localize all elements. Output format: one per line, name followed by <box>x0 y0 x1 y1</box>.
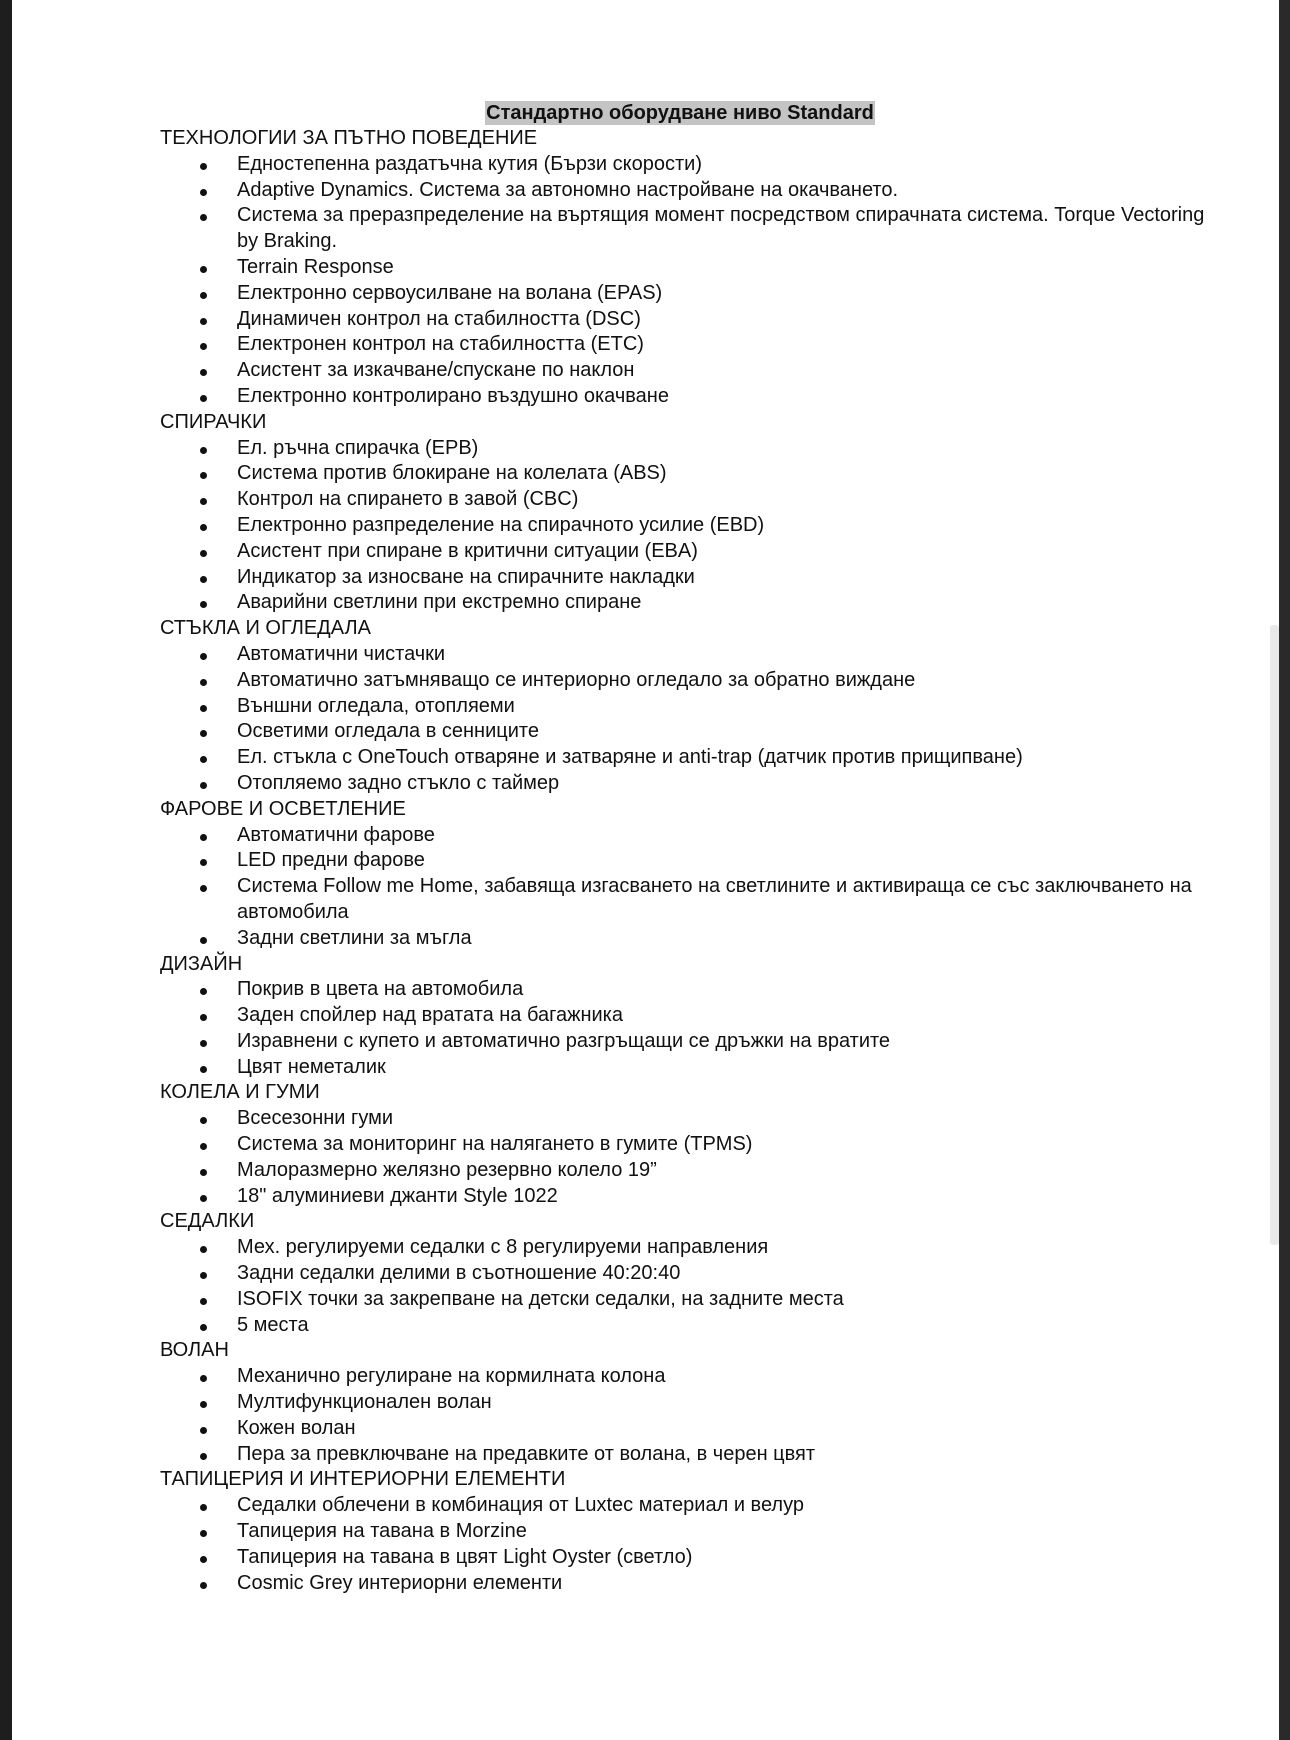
list-item-text: Тапицерия на тавана в цвят Light Oyster (светло) <box>237 1545 693 1568</box>
bullet-icon <box>200 1040 207 1047</box>
list-item <box>160 642 1220 668</box>
list-item <box>160 1364 1220 1390</box>
list-item <box>160 1313 1220 1339</box>
bullet-icon <box>200 550 207 557</box>
bullet-list <box>160 642 1220 797</box>
bullet-list <box>160 1235 1220 1338</box>
list-item <box>160 203 1220 255</box>
list-item-text: Система Follow me Home, забавяща изгасването на светлините и активираща се със заключването на автомобила <box>237 875 1192 923</box>
list-item-text: Cosmic Grey интериорни елементи <box>237 1571 563 1594</box>
list-item-text: Ел. ръчна спирачка (EPB) <box>237 436 479 459</box>
list-item-text: Задни светлини за мъгла <box>237 926 472 949</box>
bullet-icon <box>200 1143 207 1150</box>
bullet-icon <box>200 834 207 841</box>
list-item-text: ISOFIX точки за закрепване на детски седалки, на задните места <box>237 1287 844 1310</box>
section-heading: КОЛЕЛА И ГУМИ <box>160 1081 320 1104</box>
list-item-text: 18" алуминиеви джанти Style 1022 <box>237 1184 558 1207</box>
list-item-text: Система за мониторинг на налягането в гумите (TPMS) <box>237 1133 753 1156</box>
bullet-icon <box>200 189 207 196</box>
list-item <box>160 1493 1220 1519</box>
list-item-text: Кожен волан <box>237 1416 356 1439</box>
document-title: Стандартно оборудване ниво Standard <box>486 102 874 124</box>
bullet-list <box>160 152 1220 410</box>
bullet-icon <box>200 524 207 531</box>
bullet-icon <box>200 369 207 376</box>
bullet-icon <box>200 1530 207 1537</box>
list-item-text: Електронно разпределение на спирачното усилие (EBD) <box>237 513 765 536</box>
bullet-icon <box>200 472 207 479</box>
list-item <box>160 1390 1220 1416</box>
bullet-icon <box>200 705 207 712</box>
right-viewer-border <box>1279 0 1290 1740</box>
list-item-text: Асистент за изкачване/спускане по наклон <box>237 359 635 382</box>
list-item <box>160 178 1220 204</box>
list-item <box>160 1158 1220 1184</box>
bullet-list <box>160 1364 1220 1467</box>
list-item-text: Система против блокиране на колелата (ABS) <box>237 462 667 485</box>
list-item-text: Аварийни светлини при екстремно спиране <box>237 591 642 614</box>
list-item <box>160 1132 1220 1158</box>
title-row <box>160 101 1200 126</box>
list-item-text: Покрив в цвета на автомобила <box>237 978 524 1001</box>
bullet-icon <box>200 1324 207 1331</box>
bullet-icon <box>200 1556 207 1563</box>
bullet-icon <box>200 266 207 273</box>
list-item <box>160 719 1220 745</box>
list-item-text: 5 места <box>237 1313 309 1336</box>
list-item <box>160 1029 1220 1055</box>
list-item-text: Автоматични фарове <box>237 823 435 846</box>
list-item-text: Едностепенна раздатъчна кутия (Бързи скорости) <box>237 152 702 175</box>
bullet-icon <box>200 1272 207 1279</box>
left-viewer-border <box>0 0 12 1740</box>
list-item-text: Контрол на спирането в завой (CBC) <box>237 488 579 511</box>
list-item <box>160 358 1220 384</box>
bullet-icon <box>200 679 207 686</box>
list-item <box>160 436 1220 462</box>
list-item <box>160 332 1220 358</box>
list-item-text: Тапицерия на тавана в Morzine <box>237 1520 527 1543</box>
bullet-icon <box>200 1427 207 1434</box>
bullet-icon <box>200 1169 207 1176</box>
list-item <box>160 874 1220 926</box>
bullet-icon <box>200 292 207 299</box>
list-item <box>160 461 1220 487</box>
list-item-text: LED предни фарове <box>237 849 425 872</box>
list-item <box>160 694 1220 720</box>
list-item-text: Електронен контрол на стабилността (ETC) <box>237 333 644 356</box>
list-item-text: Автоматични чистачки <box>237 642 446 665</box>
section-heading: СТЪКЛА И ОГЛЕДАЛА <box>160 617 371 640</box>
list-item-text: Външни огледала, отопляеми <box>237 694 515 717</box>
list-item-text: Електронно контролирано въздушно окачване <box>237 384 669 407</box>
list-item <box>160 1261 1220 1287</box>
bullet-icon <box>200 1117 207 1124</box>
list-item <box>160 539 1220 565</box>
list-item <box>160 1184 1220 1210</box>
scrollbar-thumb[interactable] <box>1270 625 1279 1245</box>
bullet-icon <box>200 653 207 660</box>
bullet-icon <box>200 343 207 350</box>
list-item <box>160 668 1220 694</box>
section-heading: СЕДАЛКИ <box>160 1210 255 1233</box>
bullet-icon <box>200 1401 207 1408</box>
section-heading: ТЕХНОЛОГИИ ЗА ПЪТНО ПОВЕДЕНИЕ <box>160 127 538 149</box>
bullet-icon <box>200 937 207 944</box>
bullet-icon <box>200 1453 207 1460</box>
bullet-icon <box>200 318 207 325</box>
list-item <box>160 848 1220 874</box>
section-heading: СПИРАЧКИ <box>160 410 267 433</box>
list-item <box>160 1519 1220 1545</box>
list-item <box>160 255 1220 281</box>
list-item-text: Система за преразпределение на въртящия момент посредством спирачната система. Torque Vectoring by Braking. <box>237 204 1205 253</box>
list-item-text: Adaptive Dynamics. Система за автономно настройване на окачването. <box>237 178 899 201</box>
list-item <box>160 1545 1220 1571</box>
bullet-icon <box>200 1066 207 1073</box>
list-item <box>160 384 1220 410</box>
bullet-list <box>160 823 1220 952</box>
bullet-icon <box>200 576 207 583</box>
bullet-list <box>160 1106 1220 1209</box>
list-item <box>160 281 1220 307</box>
bullet-icon <box>200 859 207 866</box>
list-item <box>160 487 1220 513</box>
bullet-icon <box>200 988 207 995</box>
section-heading: ТАПИЦЕРИЯ И ИНТЕРИОРНИ ЕЛЕМЕНТИ <box>160 1468 566 1491</box>
bullet-icon <box>200 1504 207 1511</box>
bullet-icon <box>200 1582 207 1589</box>
list-item <box>160 1571 1220 1597</box>
document-page <box>160 101 1220 1596</box>
bullet-icon <box>200 1375 207 1382</box>
list-item-text: Автоматично затъмняващо се интериорно огледало за обратно виждане <box>237 668 916 691</box>
list-item-text: Цвят неметалик <box>237 1055 386 1078</box>
list-item-text: Индикатор за износване на спирачните накладки <box>237 565 695 588</box>
bullet-icon <box>200 885 207 892</box>
list-item-text: Механично регулиране на кормилната колона <box>237 1365 666 1388</box>
bullet-icon <box>200 498 207 505</box>
bullet-icon <box>200 214 207 221</box>
list-item <box>160 152 1220 178</box>
list-item-text: Пера за превключване на предавките от волана, в черен цвят <box>237 1442 816 1465</box>
bullet-icon <box>200 1014 207 1021</box>
bullet-icon <box>200 601 207 608</box>
list-item-text: Мултифункционален волан <box>237 1391 492 1414</box>
list-item-text: Динамичен контрол на стабилността (DSC) <box>237 307 641 330</box>
list-item <box>160 1003 1220 1029</box>
bullet-icon <box>200 447 207 454</box>
sections-container <box>160 126 1220 1596</box>
list-item <box>160 977 1220 1003</box>
bullet-list <box>160 977 1220 1080</box>
list-item-text: Всесезонни гуми <box>237 1107 394 1130</box>
list-item <box>160 1287 1220 1313</box>
list-item-text: Седалки облечени в комбинация от Luxtec материал и велур <box>237 1494 804 1517</box>
list-item <box>160 1416 1220 1442</box>
bullet-icon <box>200 1246 207 1253</box>
list-item-text: Изравнени с купето и автоматично разгръщащи се дръжки на вратите <box>237 1029 891 1052</box>
bullet-list <box>160 1493 1220 1596</box>
bullet-icon <box>200 163 207 170</box>
list-item-text: Малоразмерно желязно резервно колело 19” <box>237 1158 657 1181</box>
list-item <box>160 513 1220 539</box>
section-heading: ВОЛАН <box>160 1339 229 1362</box>
list-item-text: Заден спойлер над вратата на багажника <box>237 1004 623 1027</box>
bullet-icon <box>200 756 207 763</box>
list-item-text: Terrain Response <box>237 255 394 278</box>
list-item <box>160 771 1220 797</box>
list-item-text: Осветими огледала в сенниците <box>237 720 539 743</box>
list-item-text: Електронно сервоусилване на волана (EPAS) <box>237 281 663 304</box>
list-item <box>160 1106 1220 1132</box>
list-item-text: Мех. регулируеми седалки с 8 регулируеми направления <box>237 1236 769 1259</box>
list-item <box>160 926 1220 952</box>
list-item <box>160 1055 1220 1081</box>
bullet-icon <box>200 395 207 402</box>
list-item <box>160 590 1220 616</box>
list-item-text: Ел. стъкла с OneTouch отваряне и затваряне и anti-trap (датчик против прищипване) <box>237 746 1023 769</box>
bullet-list <box>160 436 1220 617</box>
list-item-text: Задни седалки делими в съотношение 40:20:40 <box>237 1262 681 1285</box>
list-item <box>160 1442 1220 1468</box>
list-item <box>160 565 1220 591</box>
list-item-text: Асистент при спиране в критични ситуации (EBA) <box>237 539 698 562</box>
bullet-icon <box>200 1298 207 1305</box>
section-heading: ДИЗАЙН <box>160 952 243 975</box>
list-item <box>160 745 1220 771</box>
list-item <box>160 1235 1220 1261</box>
list-item <box>160 307 1220 333</box>
section-heading: ФАРОВЕ И ОСВЕТЛЕНИЕ <box>160 797 406 820</box>
bullet-icon <box>200 1195 207 1202</box>
bullet-icon <box>200 730 207 737</box>
list-item <box>160 823 1220 849</box>
list-item-text: Отопляемо задно стъкло с таймер <box>237 771 560 794</box>
bullet-icon <box>200 782 207 789</box>
